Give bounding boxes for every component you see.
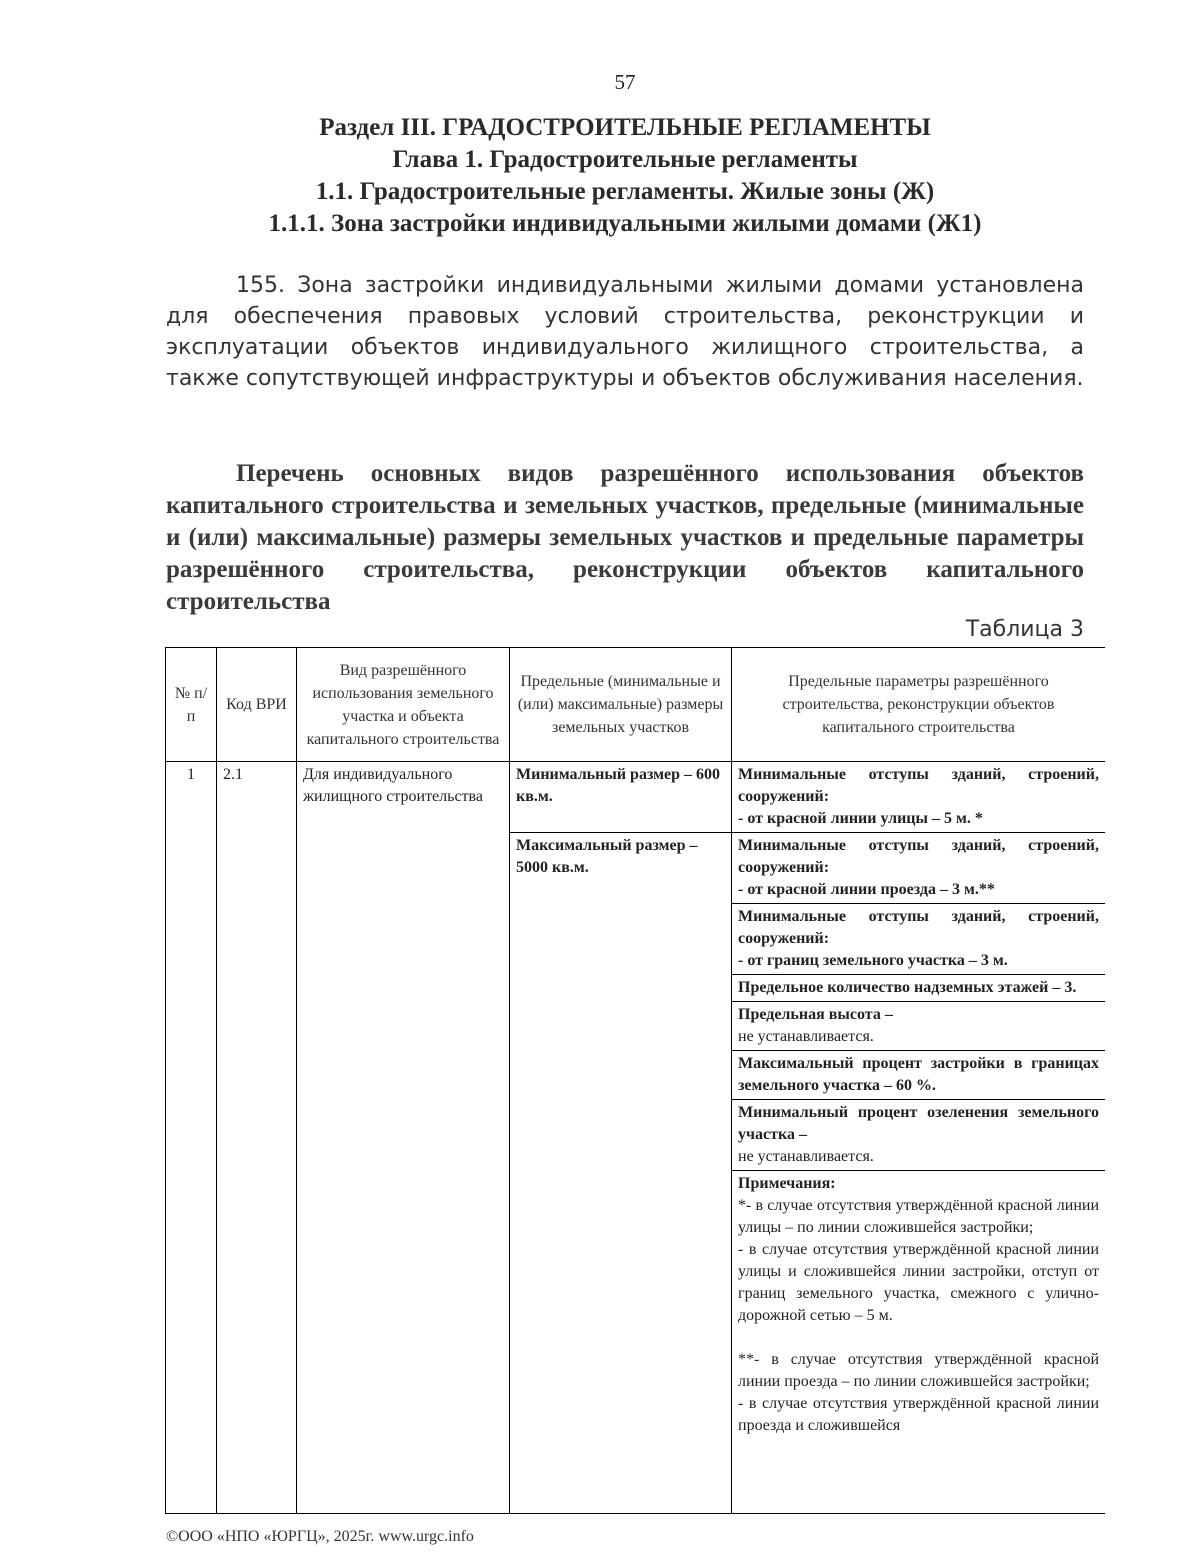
table-label: Таблица 3 bbox=[965, 617, 1084, 642]
intro-paragraph bbox=[166, 270, 1084, 394]
param-rest: не устанавливается. bbox=[738, 1148, 874, 1165]
intro-text: 155. Зона застройки индивидуальными жилыми домами установлена для обеспечения правовых условий строительства, реконструкции и эксплуатации объектов индивидуального жилищного строительства, а также сопутствующей инфраструктуры и объектов обслуживания населения. bbox=[166, 273, 1084, 391]
regulation-table bbox=[165, 647, 1105, 1514]
header-kind: Вид разрешённого использования земельного участка и объекта капитального строительства bbox=[297, 648, 510, 762]
plot-size-max: Максимальный размер – 5000 кв.м. bbox=[510, 833, 732, 1514]
header-parameters: Предельные параметры разрешённого строительства, реконструкции объектов капитального строительства bbox=[732, 648, 1106, 762]
zone-title: 1.1.1. Зона застройки индивидуальными жилыми домами (Ж1) bbox=[268, 210, 982, 237]
table-row bbox=[166, 762, 1106, 833]
header-num: № п/п bbox=[166, 648, 217, 762]
subsection-title: 1.1. Градостроительные регламенты. Жилые зоны (Ж) bbox=[315, 178, 935, 205]
note-item: *- в случае отсутствия утверждённой красной линии улицы – по линии сложившейся застройки; bbox=[738, 1197, 1099, 1236]
plot-size-min: Минимальный размер – 600 кв.м. bbox=[510, 762, 732, 833]
param-head: Предельная высота – bbox=[738, 1006, 893, 1023]
param-rest: - от красной линии улицы – 5 м. * bbox=[738, 810, 983, 827]
param-cell bbox=[732, 1051, 1106, 1100]
param-head: Минимальные отступы зданий, строений, сооружений: bbox=[738, 766, 1099, 805]
param-rest: - от границ земельного участка – 3 м. bbox=[738, 952, 1008, 969]
footer-copyright: ©ООО «НПО «ЮРГЦ», 2025г. www.urgc.info bbox=[166, 1528, 474, 1545]
section-title: Раздел III. ГРАДОСТРОИТЕЛЬНЫЕ РЕГЛАМЕНТЫ bbox=[319, 114, 931, 141]
row-code: 2.1 bbox=[217, 762, 297, 1514]
header-code: Код ВРИ bbox=[217, 648, 297, 762]
param-head: Максимальный процент застройки в границах земельного участка – 60 %. bbox=[738, 1055, 1099, 1094]
note-item: - в случае отсутствия утверждённой красной линии улицы и сложившейся линии застройки, отступ от границ земельного участка, смежного с улично-дорожной сетью – 5 м. bbox=[738, 1241, 1099, 1324]
param-head: Минимальный процент озеленения земельного участка – bbox=[738, 1104, 1099, 1143]
list-title: Перечень основных видов разрешённого использования объектов капитального строительства и земельных участков, предельные (минимальные и (или) максимальные) размеры земельных участков и предельные параметры разрешённого строительства, реконструкции объектов капитального строительства bbox=[166, 460, 1084, 615]
note-item: **- в случае отсутствия утверждённой красной линии проезда – по линии сложившейся застройки; bbox=[738, 1351, 1099, 1390]
param-cell bbox=[732, 762, 1106, 833]
row-kind: Для индивидуального жилищного строительства bbox=[297, 762, 510, 1514]
param-head: Минимальные отступы зданий, строений, сооружений: bbox=[738, 908, 1099, 947]
header-plot-size: Предельные (минимальные и (или) максимальные) размеры земельных участков bbox=[510, 648, 732, 762]
param-cell bbox=[732, 975, 1106, 1002]
chapter-title: Глава 1. Градостроительные регламенты bbox=[392, 146, 858, 173]
param-cell bbox=[732, 904, 1106, 975]
param-rest: - от красной линии проезда – 3 м.** bbox=[738, 881, 995, 898]
param-head: Минимальные отступы зданий, строений, сооружений: bbox=[738, 837, 1099, 876]
param-cell bbox=[732, 1100, 1106, 1171]
param-head: Предельное количество надземных этажей – 3. bbox=[738, 979, 1077, 996]
row-num: 1 bbox=[166, 762, 217, 1514]
param-cell bbox=[732, 833, 1106, 904]
param-cell bbox=[732, 1002, 1106, 1051]
notes-spacer bbox=[738, 1327, 1099, 1349]
notes-cell bbox=[732, 1171, 1106, 1514]
page-number: 57 bbox=[614, 70, 636, 94]
note-item: - в случае отсутствия утверждённой красной линии проезда и сложившейся bbox=[738, 1395, 1099, 1434]
table-header-row bbox=[166, 648, 1106, 762]
regulation-table-container bbox=[165, 647, 1105, 1514]
param-rest: не устанавливается. bbox=[738, 1028, 874, 1045]
notes-title: Примечания: bbox=[738, 1175, 836, 1192]
section-headings bbox=[0, 112, 1200, 240]
